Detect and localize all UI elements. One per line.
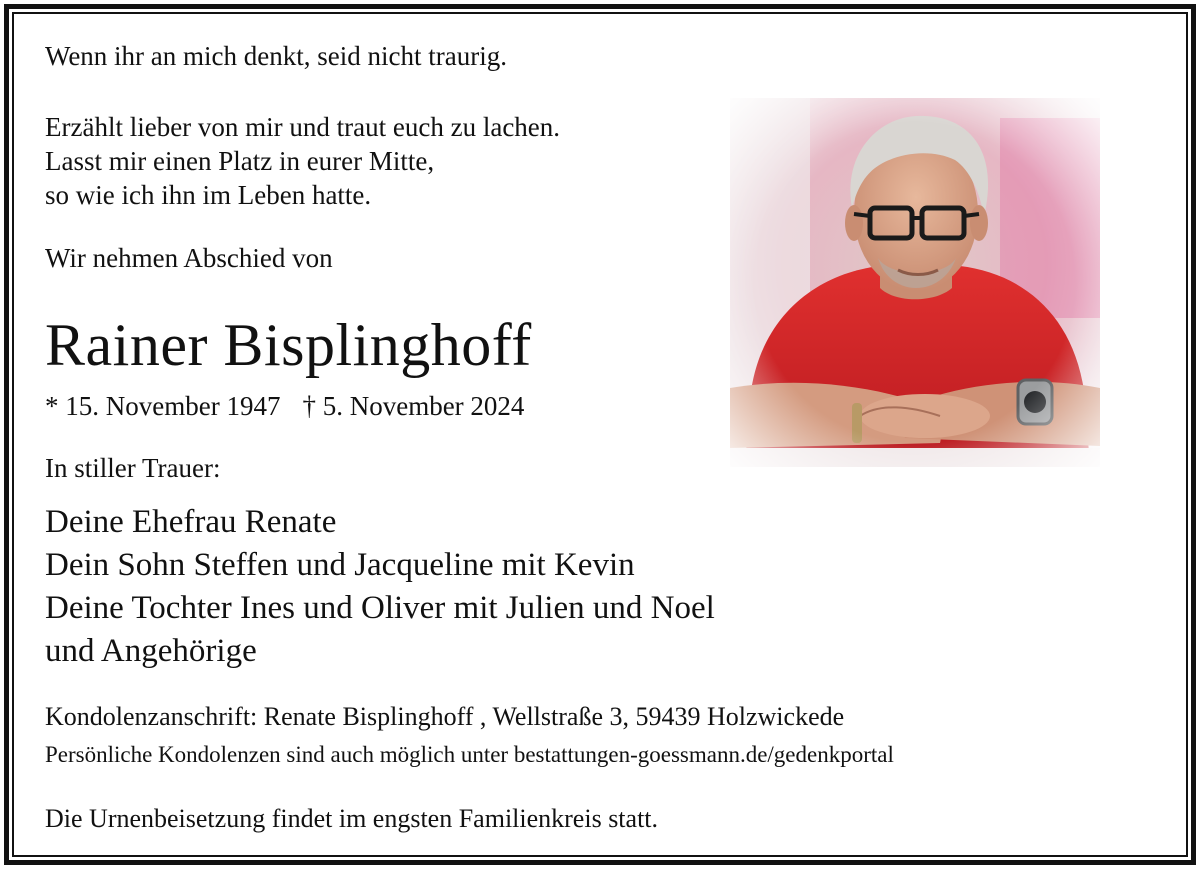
poem-line-4: so wie ich ihn im Leben hatte. [45,180,372,210]
family-member: und Angehörige [45,633,257,669]
poem-line-1: Wenn ihr an mich denkt, seid nicht traurig. [45,41,507,71]
death-date: † 5. November 2024 [302,391,525,421]
poem-line-2: Erzählt lieber von mir und traut euch zu lachen. [45,112,561,142]
portrait-photo [730,98,1100,467]
family-list [45,501,715,673]
farewell-intro: Wir nehmen Abschied von [45,243,333,273]
burial-note: Die Urnenbeisetzung findet im engsten Familienkreis statt. [45,804,659,833]
family-member: Deine Tochter Ines und Oliver mit Julien und Noel [45,590,715,626]
condolence-online: Persönliche Kondolenzen sind auch möglich unter bestattungen-goessmann.de/gedenkportal [45,742,894,767]
deceased-name: Rainer Bisplinghoff [45,312,532,378]
poem-line-3: Lasst mir einen Platz in eurer Mitte, [45,146,435,176]
poem-stanza [45,110,560,212]
family-member: Deine Ehefrau Renate [45,504,337,540]
life-dates [45,393,524,420]
family-member: Dein Sohn Steffen und Jacqueline mit Kevin [45,547,635,583]
condolence-address: Kondolenzanschrift: Renate Bisplinghoff , Wellstraße 3, 59439 Holzwickede [45,702,845,731]
mourning-intro: In stiller Trauer: [45,453,221,483]
birth-date: * 15. November 1947 [45,391,281,421]
